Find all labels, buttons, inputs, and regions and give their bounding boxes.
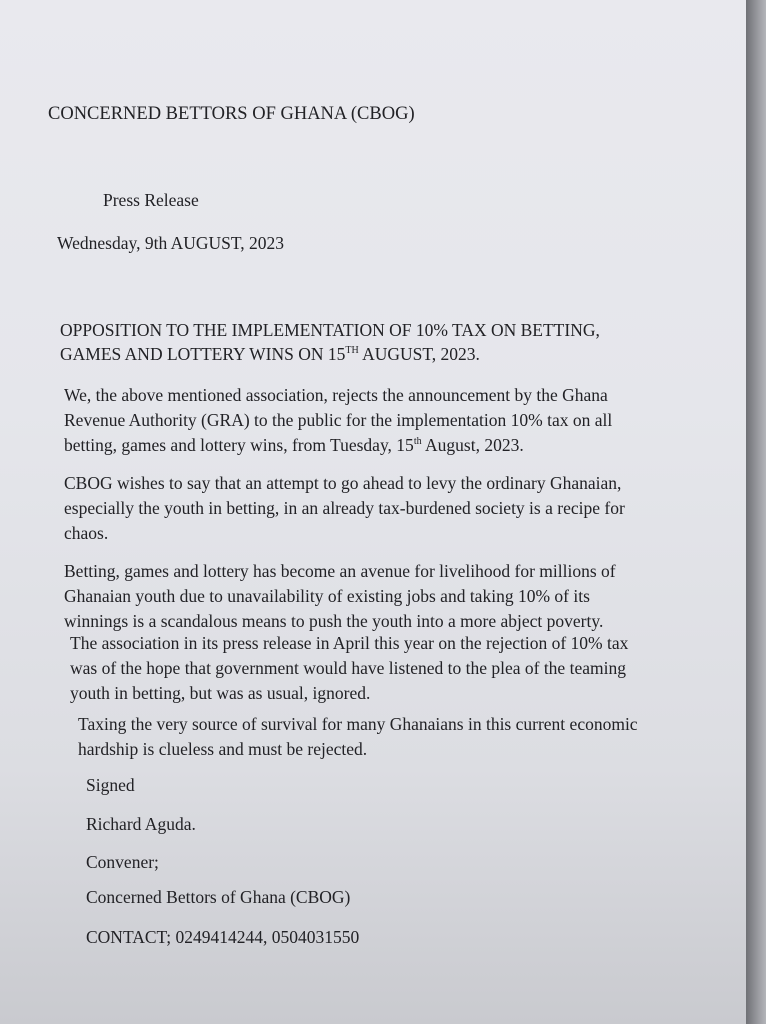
- document-type: Press Release: [103, 190, 199, 210]
- release-date: Wednesday, 9th AUGUST, 2023: [57, 233, 285, 253]
- paragraph-2: CBOG wishes to say that an attempt to go ahead to levy the ordinary Ghanaian, especially the youth in betting, in an already tax-burdened society is a recipe for chaos.: [64, 473, 625, 543]
- ordinal-superscript: TH: [345, 345, 359, 356]
- signatory-role: Convener;: [86, 852, 159, 872]
- paragraph-3: Betting, games and lottery has become an avenue for livelihood for millions of Ghanaian youth due to unavailability of existing jobs and taking 10% of its winnings is a scandalous means to push the youth into a more abject poverty.: [64, 561, 616, 631]
- organization-header: CONCERNED BETTORS OF GHANA (CBOG): [48, 104, 415, 124]
- paper-edge-shadow: [746, 0, 766, 1024]
- paragraph-4: The association in its press release in April this year on the rejection of 10% tax was of the hope that government would have listened to the plea of the teaming youth in betting, but was as usual, ignored.: [70, 633, 629, 703]
- paragraph-5: Taxing the very source of survival for many Ghanaians in this current economic hardship is clueless and must be rejected.: [78, 714, 638, 759]
- signatory-organization: Concerned Bettors of Ghana (CBOG): [86, 887, 351, 907]
- heading-line-1: OPPOSITION TO THE IMPLEMENTATION OF 10% TAX ON BETTING,: [60, 320, 600, 340]
- signatory-name: Richard Aguda.: [86, 814, 196, 834]
- ordinal-superscript: th: [413, 436, 422, 447]
- heading-line-2: GAMES AND LOTTERY WINS ON 15TH AUGUST, 2023.: [60, 344, 480, 364]
- paragraph-1: We, the above mentioned association, rejects the announcement by the Ghana Revenue Authority (GRA) to the public for the implementation 10% tax on all betting, games and lottery wins, from Tuesday, 15th August, 2023.: [64, 385, 613, 455]
- release-heading: [60, 318, 600, 366]
- contact-line: CONTACT; 0249414244, 0504031550: [86, 927, 360, 947]
- signed-label: Signed: [86, 775, 135, 795]
